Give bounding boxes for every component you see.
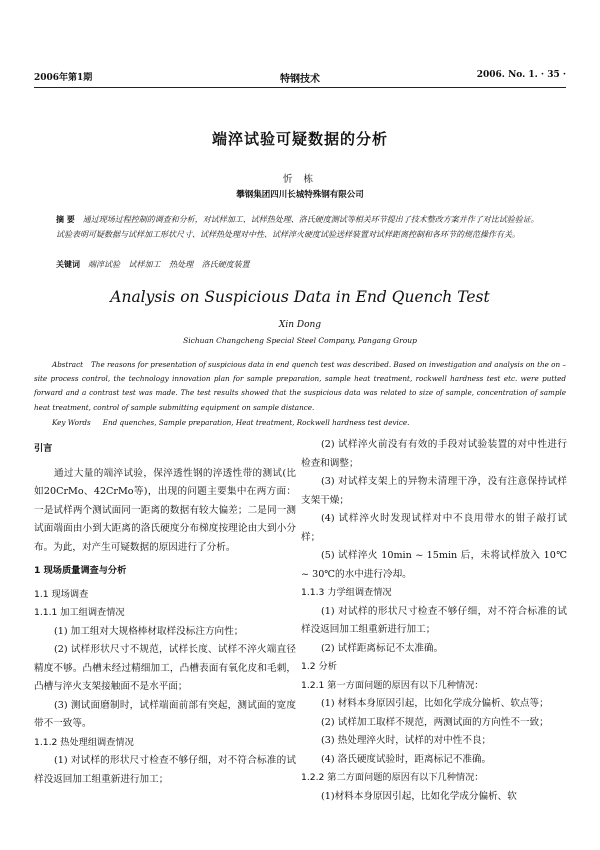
left-column [34,436,296,789]
english-abstract-text: The reasons for presentation of suspicious data in end quench test was described. Based on investigation and analysis on the on – site process control, the technology innovation plan for sample preparation, sample heat treatment, rockwell hardness test etc. were putted forward and a contrast test was made. The test results showed that the suspicious data was related to size of sample, concentration of sample heat treatment, control of sample submitting equipment on sample distance. [34,360,566,412]
subsection-heading: 1.2.2 第二方面问题的原因有以下几种情况： [301,772,484,783]
english-author: Xin Dong [278,320,322,330]
body-paragraph: 通过大量的端淬试验，保淬透性钢的淬透性带的测试(比如20CrMo、42CrMo等)，出现的问题主要集中在两方面：一是试样两个测试面同一距离的数据有较大偏差；二是同一测试面端面由小到大距离的洛氏硬度分布梯度按理论由大到小分布。为此，对产生可疑数据的原因进行了分析。 [34,467,296,553]
header-rule [34,87,566,88]
body-paragraph: (2) 试样距离标记不太准确。 [321,642,444,654]
body-paragraph: (2) 试样加工取样不规范，两测试面的方向性不一致； [321,716,549,728]
abstract [56,213,544,242]
header-journal: 特钢技术 [280,74,320,85]
section-heading: 1 现场质量调查与分析 [34,565,127,576]
body-paragraph: (4) 洛氏硬度试验时，距离标记不准确。 [321,753,492,765]
english-abstract-label: Abstract [52,360,84,369]
right-column [301,436,567,806]
body-paragraph: (2) 试样淬火前没有有效的手段对试验装置的对中性进行检查和调整； [301,439,567,469]
author: 忻 栋 [282,174,318,185]
body-paragraph: (1)材料本身原因引起，比如化学成分偏析、软 [321,790,517,802]
english-abstract [34,358,566,415]
paper-title: 端淬试验可疑数据的分析 [211,130,388,148]
body-paragraph: (1) 加工组对大规格棒材取样没标注方向性； [54,625,244,637]
section-heading: 引言 [34,443,53,454]
english-keywords [52,418,566,427]
header-page-number: 2006. No. 1. · 35 · [476,70,566,80]
english-keywords-text: End quenches, Sample preparation, Heat treatment, Rockwell hardness test device. [102,418,410,427]
keywords-text: 端淬试验 试样加工 热处理 洛氏硬度装置 [88,260,250,269]
keywords-label: 关键词 [56,260,80,269]
body-paragraph: (4) 试样淬火时发现试样对中不良用带水的钳子敲打试样； [301,513,567,543]
body-paragraph: (1) 对试样的形状尺寸检查不够仔细，对不符合标准的试样没返回加工组重新进行加工； [34,755,296,785]
body-paragraph: (1) 材料本身原因引起，比如化学成分偏析、软点等； [321,698,549,709]
subsection-heading: 1.2.1 第一方面问题的原因有以下几种情况： [301,679,484,691]
english-affiliation: Sichuan Changcheng Special Steel Company, Pangang Group [183,336,417,345]
body-paragraph: (2) 试样形状尺寸不规范，试样长度、试样不淬火端直径精度不够。凸槽未经过精细加工，凸槽表面有氧化皮和毛刺，凸槽与淬火支架接触面不是水平面； [34,644,296,692]
english-keywords-label: Key Words [52,418,91,427]
body-paragraph: (1) 对试样的形状尺寸检查不够仔细，对不符合标准的试样没返回加工组重新进行加工； [301,605,567,635]
body-paragraph: (3) 测试面磨制时，试样端面前部有突起，测试面的宽度带不一致等。 [34,699,296,729]
keywords [56,259,544,270]
abstract-label: 摘 要 [56,215,75,224]
subsection-heading: 1.1.2 热处理组调查情况 [34,736,134,748]
english-title: Analysis on Suspicious Data in End Quench Test [110,288,490,306]
subsection-heading: 1.1.1 加工组调查情况 [34,607,125,618]
subsection-heading: 1.1.3 力学组调查情况 [301,587,392,598]
body-paragraph: (3) 对试样支架上的异物未清理干净，没有注意保持试样支架干燥； [301,476,567,506]
abstract-text: 通过现场过程控制的调查和分析，对试样加工、试样热处理、洛氏硬度测试等相关环节提出了技术整改方案并作了对比试验验证。试验表明可疑数据与试样加工形状尺寸、试样热处理对中性、试样淬火硬度试验送样装置对试样距离控制和各环节的规范操作有关。 [56,215,539,239]
body-paragraph: (5) 试样淬火 10min ~ 15min 后，未将试样放入 10℃ ~ 30℃的水中进行冷却。 [301,550,567,580]
subsection-heading: 1.1 现场调查 [34,588,89,600]
affiliation: 攀钢集团四川长城特殊钢有限公司 [236,190,364,200]
subsection-heading: 1.2 分析 [301,661,337,672]
header-issue: 2006年第1期 [34,73,93,83]
running-header [34,70,566,84]
body-paragraph: (3) 热处理淬火时，试样的对中性不良； [321,735,492,746]
